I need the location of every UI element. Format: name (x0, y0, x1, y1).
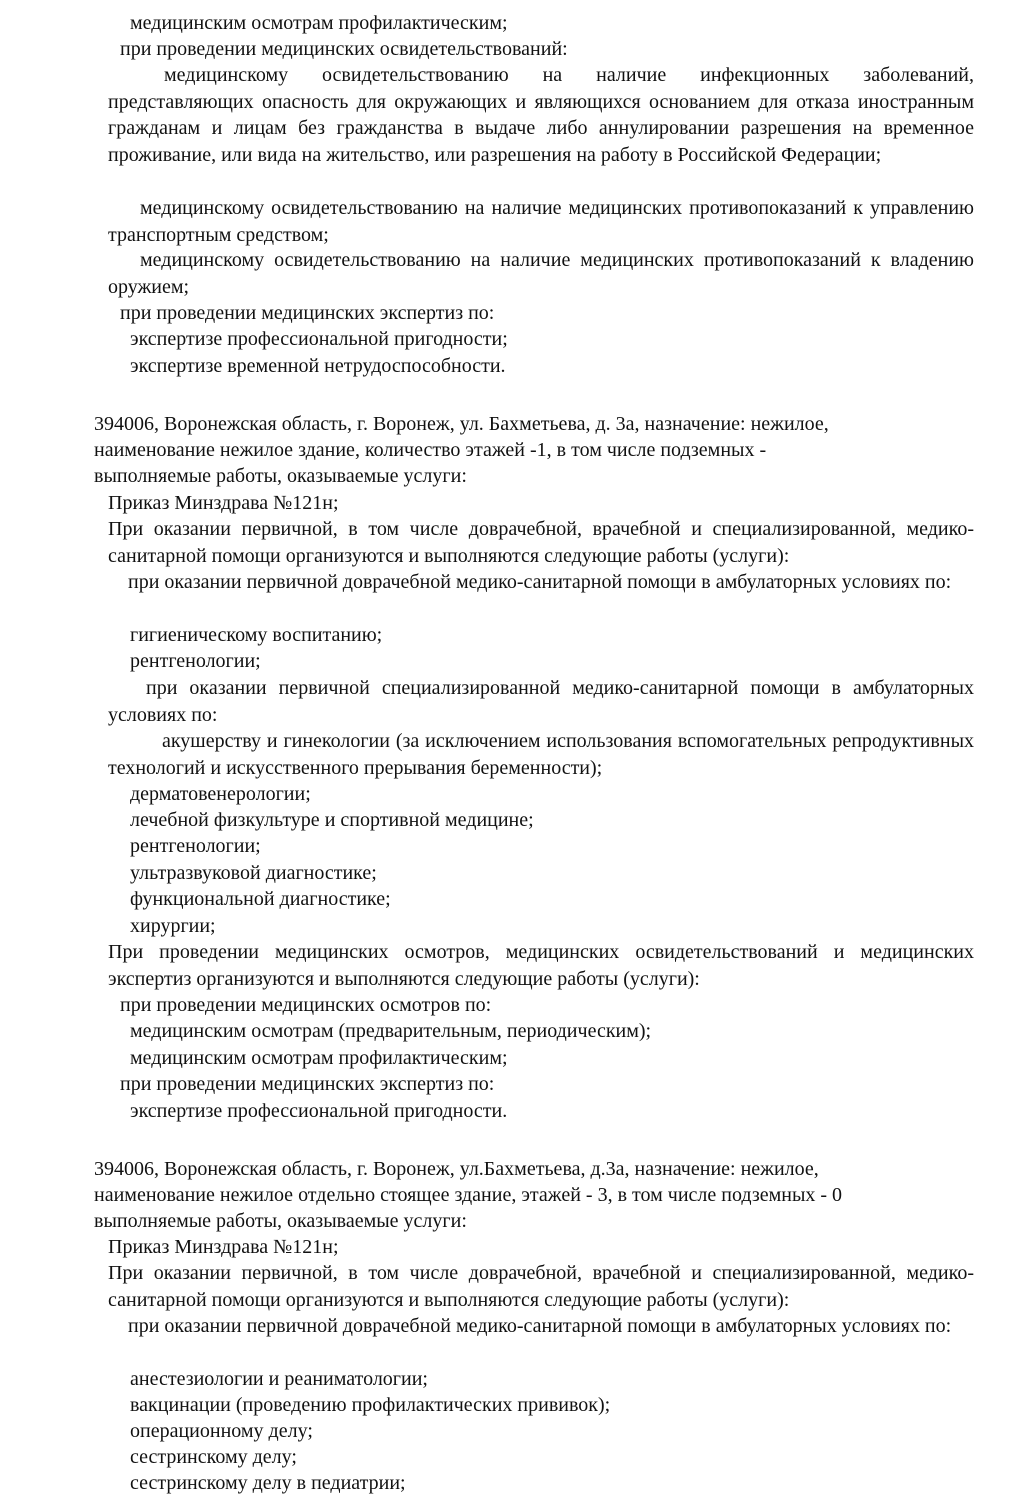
list-item: хирургии; (130, 915, 216, 937)
paragraph: При оказании первичной, в том числе доврачебной, врачебной и специализированной, медико-санитарной помощи организуются и выполняются следующие работы (услуги): (108, 1262, 974, 1311)
paragraph: при оказании первичной доврачебной медико-санитарной помощи в амбулаторных условиях по: (128, 1315, 952, 1337)
paragraph: медицинскому освидетельствованию на наличие медицинских противопоказаний к владению оружием; (108, 249, 974, 298)
text-line: при проведении медицинских освидетельствований: (120, 38, 568, 60)
order-reference: Приказ Минздрава №121н; (108, 492, 339, 514)
list-item: рентгенологии; (130, 650, 261, 672)
list-item: сестринскому делу; (130, 1446, 297, 1468)
address-line: выполняемые работы, оказываемые услуги: (94, 465, 467, 487)
list-item: ультразвуковой диагностике; (130, 862, 377, 884)
paragraph: медицинскому освидетельствованию на наличие инфекционных заболеваний, представляющих опасность для окружающих и являющихся основанием для отказа иностранным гражданам и лицам без гражданства в выдаче либо аннулировании разрешения на временное проживание, или вида на жительство, или разрешения на работу в Российской Федерации; (108, 64, 974, 166)
list-item: операционному делу; (130, 1420, 313, 1442)
text-line: экспертизе временной нетрудоспособности. (130, 355, 506, 377)
address-line: 394006, Воронежская область, г. Воронеж, ул.Бахметьева, д.3а, назначение: нежилое, (94, 1158, 819, 1180)
address-line: наименование нежилое отдельно стоящее здание, этажей - 3, в том числе подземных - 0 (94, 1184, 843, 1206)
list-item: функциональной диагностике; (130, 888, 391, 910)
list-item: дерматовенерологии; (130, 783, 311, 805)
paragraph: При оказании первичной, в том числе доврачебной, врачебной и специализированной, медико-санитарной помощи организуются и выполняются следующие работы (услуги): (108, 518, 974, 567)
address-line: выполняемые работы, оказываемые услуги: (94, 1210, 467, 1232)
paragraph: акушерству и гинекологии (за исключением использования вспомогательных репродуктивных технологий и искусственного прерывания беременности); (108, 730, 974, 779)
address-line: 394006, Воронежская область, г. Воронеж, ул. Бахметьева, д. 3а, назначение: нежилое, (94, 413, 829, 435)
text-line: при проведении медицинских экспертиз по: (120, 1073, 495, 1095)
list-item: рентгенологии; (130, 835, 261, 857)
address-line: наименование нежилое здание, количество этажей -1, в том числе подземных - (94, 439, 767, 461)
list-item: вакцинации (проведению профилактических прививок); (130, 1394, 611, 1416)
list-item: сестринскому делу в педиатрии; (130, 1472, 406, 1494)
list-item: медицинским осмотрам (предварительным, периодическим); (130, 1020, 652, 1042)
list-item: гигиеническому воспитанию; (130, 624, 383, 646)
paragraph: При проведении медицинских осмотров, медицинских освидетельствований и медицинских экспертиз организуются и выполняются следующие работы (услуги): (108, 941, 974, 990)
list-item: экспертизе профессиональной пригодности. (130, 1100, 508, 1122)
list-item: медицинским осмотрам профилактическим; (130, 1047, 508, 1069)
text-line: экспертизе профессиональной пригодности; (130, 328, 508, 350)
text-line: при проведении медицинских осмотров по: (120, 994, 492, 1016)
paragraph: при оказании первичной специализированной медико-санитарной помощи в амбулаторных условиях по: (108, 677, 974, 726)
paragraph: при оказании первичной доврачебной медико-санитарной помощи в амбулаторных условиях по: (128, 571, 952, 593)
list-item: лечебной физкультуре и спортивной медицине; (130, 809, 534, 831)
text-line: при проведении медицинских экспертиз по: (120, 302, 495, 324)
list-item: анестезиологии и реаниматологии; (130, 1368, 428, 1390)
text-line: медицинским осмотрам профилактическим; (130, 12, 508, 34)
paragraph: медицинскому освидетельствованию на наличие медицинских противопоказаний к управлению транспортным средством; (108, 197, 974, 246)
order-reference: Приказ Минздрава №121н; (108, 1236, 339, 1258)
